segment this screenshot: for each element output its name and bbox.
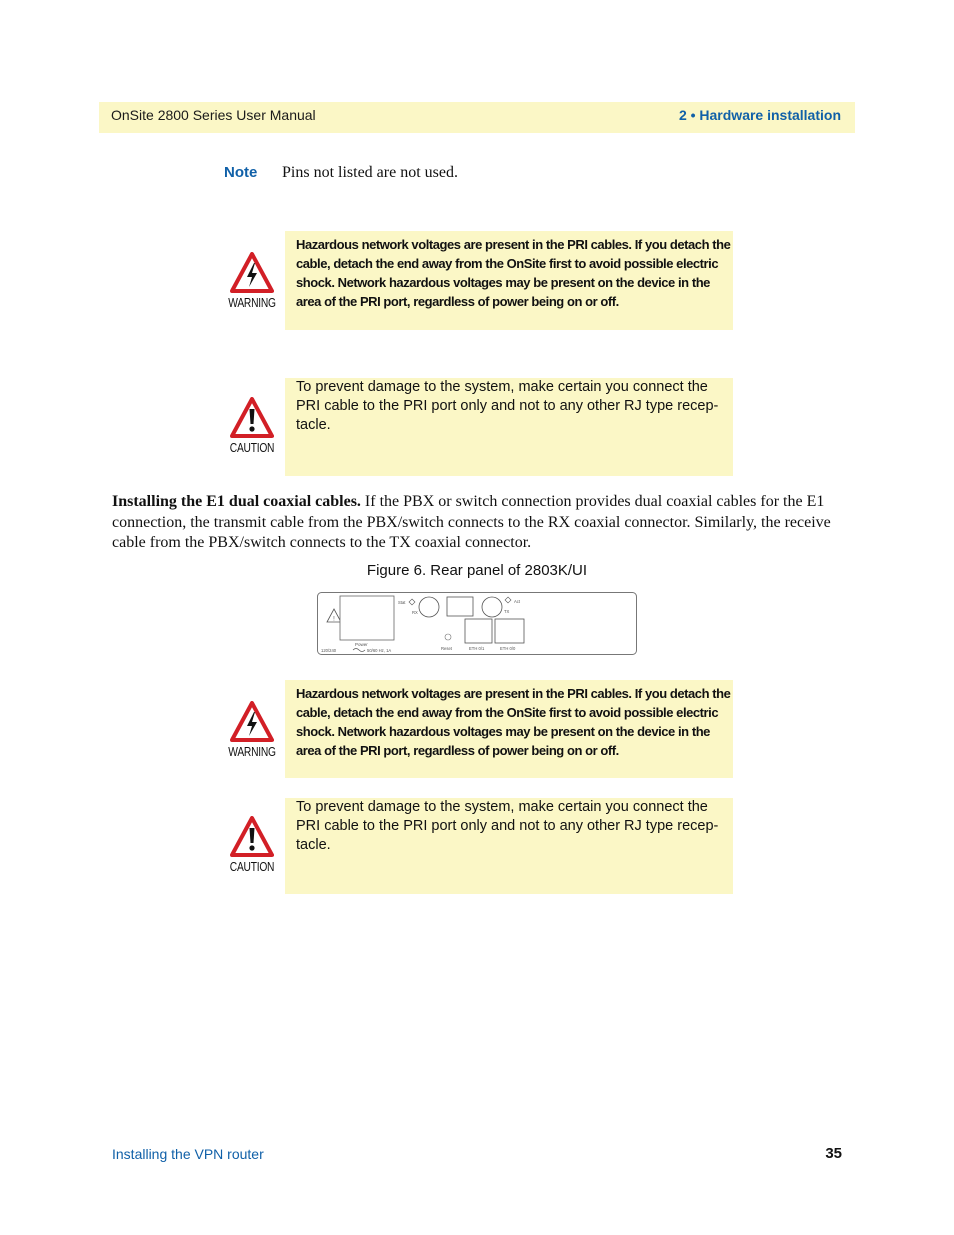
caution-callout-2: [285, 798, 733, 894]
reset-button: [445, 634, 451, 640]
caution-caption: CAUTION: [229, 441, 275, 455]
caution-callout-1: [285, 378, 733, 476]
footer-section-name: Installing the VPN router: [112, 1146, 264, 1162]
svg-text:!: !: [333, 616, 335, 623]
eth-0-0-port: [495, 619, 524, 643]
reset-label: Reset: [441, 646, 452, 651]
electric-hazard-icon: [230, 701, 274, 743]
manual-title: OnSite 2800 Series User Manual: [111, 107, 316, 123]
warning-icon-block-2: [222, 701, 282, 759]
warning-text: Hazardous network voltages are present in the PRI cables. If you detach the cable, detach the end away from the OnSite first to avoid possible electric shock. Network hazardous voltages may be present on the device in the area of the PRI port, regardless of power being on or off.: [296, 237, 731, 309]
caution-exclamation-icon: [230, 816, 274, 858]
act-label: Act: [514, 599, 521, 604]
running-header: [99, 102, 855, 133]
note-text: Pins not listed are not used.: [282, 164, 458, 181]
eth1-label: ETH 0/1: [469, 646, 485, 651]
caution-text: To prevent damage to the system, make certain you connect the PRI cable to the PRI port only and not to any other RJ type recep-tacle.: [296, 379, 719, 433]
caution-caption: CAUTION: [229, 860, 275, 874]
caution-exclamation-icon: [230, 397, 274, 439]
page-number: 35: [825, 1145, 842, 1162]
warning-text: Hazardous network voltages are present in the PRI cables. If you detach the cable, detach the end away from the OnSite first to avoid possible electric shock. Network hazardous voltages may be present on the device in the area of the PRI port, regardless of power being on or off.: [296, 686, 731, 758]
rx-coax-connector: [419, 597, 439, 617]
stat-label: Stat: [398, 600, 406, 605]
chapter-title: 2 • Hardware installation: [678, 107, 841, 123]
caution-text: To prevent damage to the system, make certain you connect the PRI cable to the PRI port only and not to any other RJ type recep-tacle.: [296, 799, 719, 853]
rx-label: RX: [412, 610, 418, 615]
section-lead: Installing the E1 dual coaxial cables.: [112, 493, 361, 510]
note-label: Note: [224, 164, 258, 181]
coaxial-instructions-paragraph: [112, 492, 847, 554]
section-body: If the PBX or switch connection provides dual coaxial cables for the E1 connection, the transmit cable from the PBX/switch connects to the RX coaxial connector. Similarly, the receive cable from the PBX/switch connects to the TX coaxial connector.: [112, 493, 831, 551]
voltage-label: 120/240: [321, 648, 337, 653]
pri-port: [447, 597, 473, 616]
caution-icon-block-2: [222, 816, 282, 874]
rear-panel-diagram: [317, 592, 637, 655]
tx-label: TX: [504, 609, 510, 614]
power-module: [340, 596, 394, 640]
warning-callout-2: [285, 680, 733, 778]
figure-caption-text: Figure 6. Rear panel of 2803K/UI: [366, 562, 588, 579]
rating-label: 50/60 Hz, 1A: [367, 648, 392, 653]
caution-icon-block-1: [222, 397, 282, 455]
warning-callout-1: [285, 231, 733, 330]
eth-0-1-port: [465, 619, 492, 643]
power-label: Power: [355, 642, 368, 647]
warning-caption: WARNING: [228, 745, 276, 759]
warning-icon-block-1: [222, 252, 282, 310]
eth0-label: ETH 0/0: [500, 646, 516, 651]
tx-coax-connector: [482, 597, 502, 617]
warning-caption: WARNING: [228, 296, 276, 310]
figure-caption: [0, 562, 954, 579]
electric-hazard-icon: [230, 252, 274, 294]
